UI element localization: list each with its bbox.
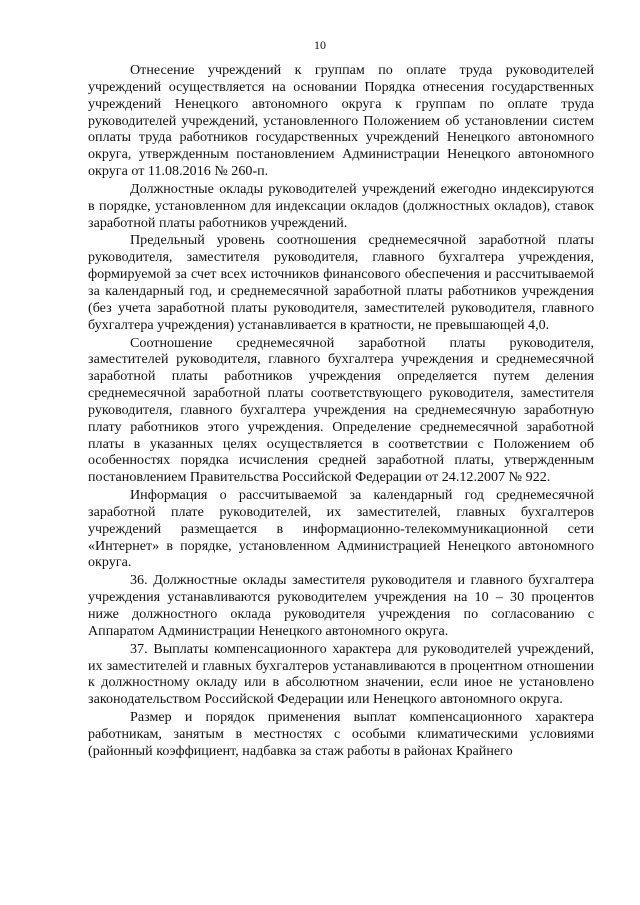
paragraph-salary-indexation: Должностные оклады руководителей учреждений ежегодно индексируются в порядке, установленном для индексации окладов (должностных окладов), ставок заработной платы работников учреждений. [88,180,594,231]
page-number: 10 [314,38,326,52]
paragraph-compensation-payments: Размер и порядок применения выплат компенсационного характера работникам, занятым в местностях с особыми климатическими условиями (районный коэффициент, надбавка за стаж работы в районах Крайнего [88,709,594,759]
document-body [88,62,594,761]
paragraph-clause-37: 37. Выплаты компенсационного характера для руководителей учреждений, их заместителей и главных бухгалтеров устанавливаются в процентном отношении к должностному окладу или в абсолютном значении, если иное не установлено законодательством Российской Федерации или Ненецкого автономного округа. [88,640,594,708]
paragraph-salary-publication: Информация о рассчитываемой за календарный год среднемесячной заработной плате руководителей, их заместителей, главных бухгалтеров учреждений размещается в информационно-телекоммуникационной сети «Интернет» в порядке, установленном Администрацией Ненецкого автономного округа. [88,487,594,571]
paragraph-ratio-calculation: Соотношение среднемесячной заработной платы руководителя, заместителей руководителя, главного бухгалтера учреждения и среднемесячной заработной платы работников учреждения определяется путем деления среднемесячной заработной платы соответствующего руководителя, заместителя руководителя, главного бухгалтера учреждения на среднемесячную заработную плату работников этого учреждения. Определение среднемесячной заработной платы в указанных целях осуществляется в соответствии с Положением об особенностях порядка исчисления средней заработной платы, утвержденным постановлением Правительства Российской Федерации от 24.12.2007 № 922. [88,334,594,486]
paragraph-clause-36: 36. Должностные оклады заместителя руководителя и главного бухгалтера учреждения устанавливаются руководителем учреждения на 10 – 30 процентов ниже должностного оклада руководителя учреждения по согласованию с Аппаратом Администрации Ненецкого автономного округа. [88,572,594,639]
paragraph-salary-ratio-limit: Предельный уровень соотношения среднемесячной заработной платы руководителя, заместителя руководителя, главного бухгалтера учреждения, формируемой за счет всех источников финансового обеспечения и рассчитываемой за календарный год, и среднемесячной заработной платы работников учреждения (без учета заработной платы руководителя, заместителей руководителя, главного бухгалтера учреждения) устанавливается в кратности, не превышающей 4,0. [88,232,594,333]
paragraph-institution-groups: Отнесение учреждений к группам по оплате труда руководителей учреждений осуществляется на основании Порядка отнесения государственных учреждений Ненецкого автономного округа к группам по оплате труда руководителей учреждений, установленного Положением об установлении систем оплаты труда работников государственных учреждений Ненецкого автономного округа, утвержденным постановлением Администрации Ненецкого автономного округа от 11.08.2016 № 260-п. [88,62,594,180]
